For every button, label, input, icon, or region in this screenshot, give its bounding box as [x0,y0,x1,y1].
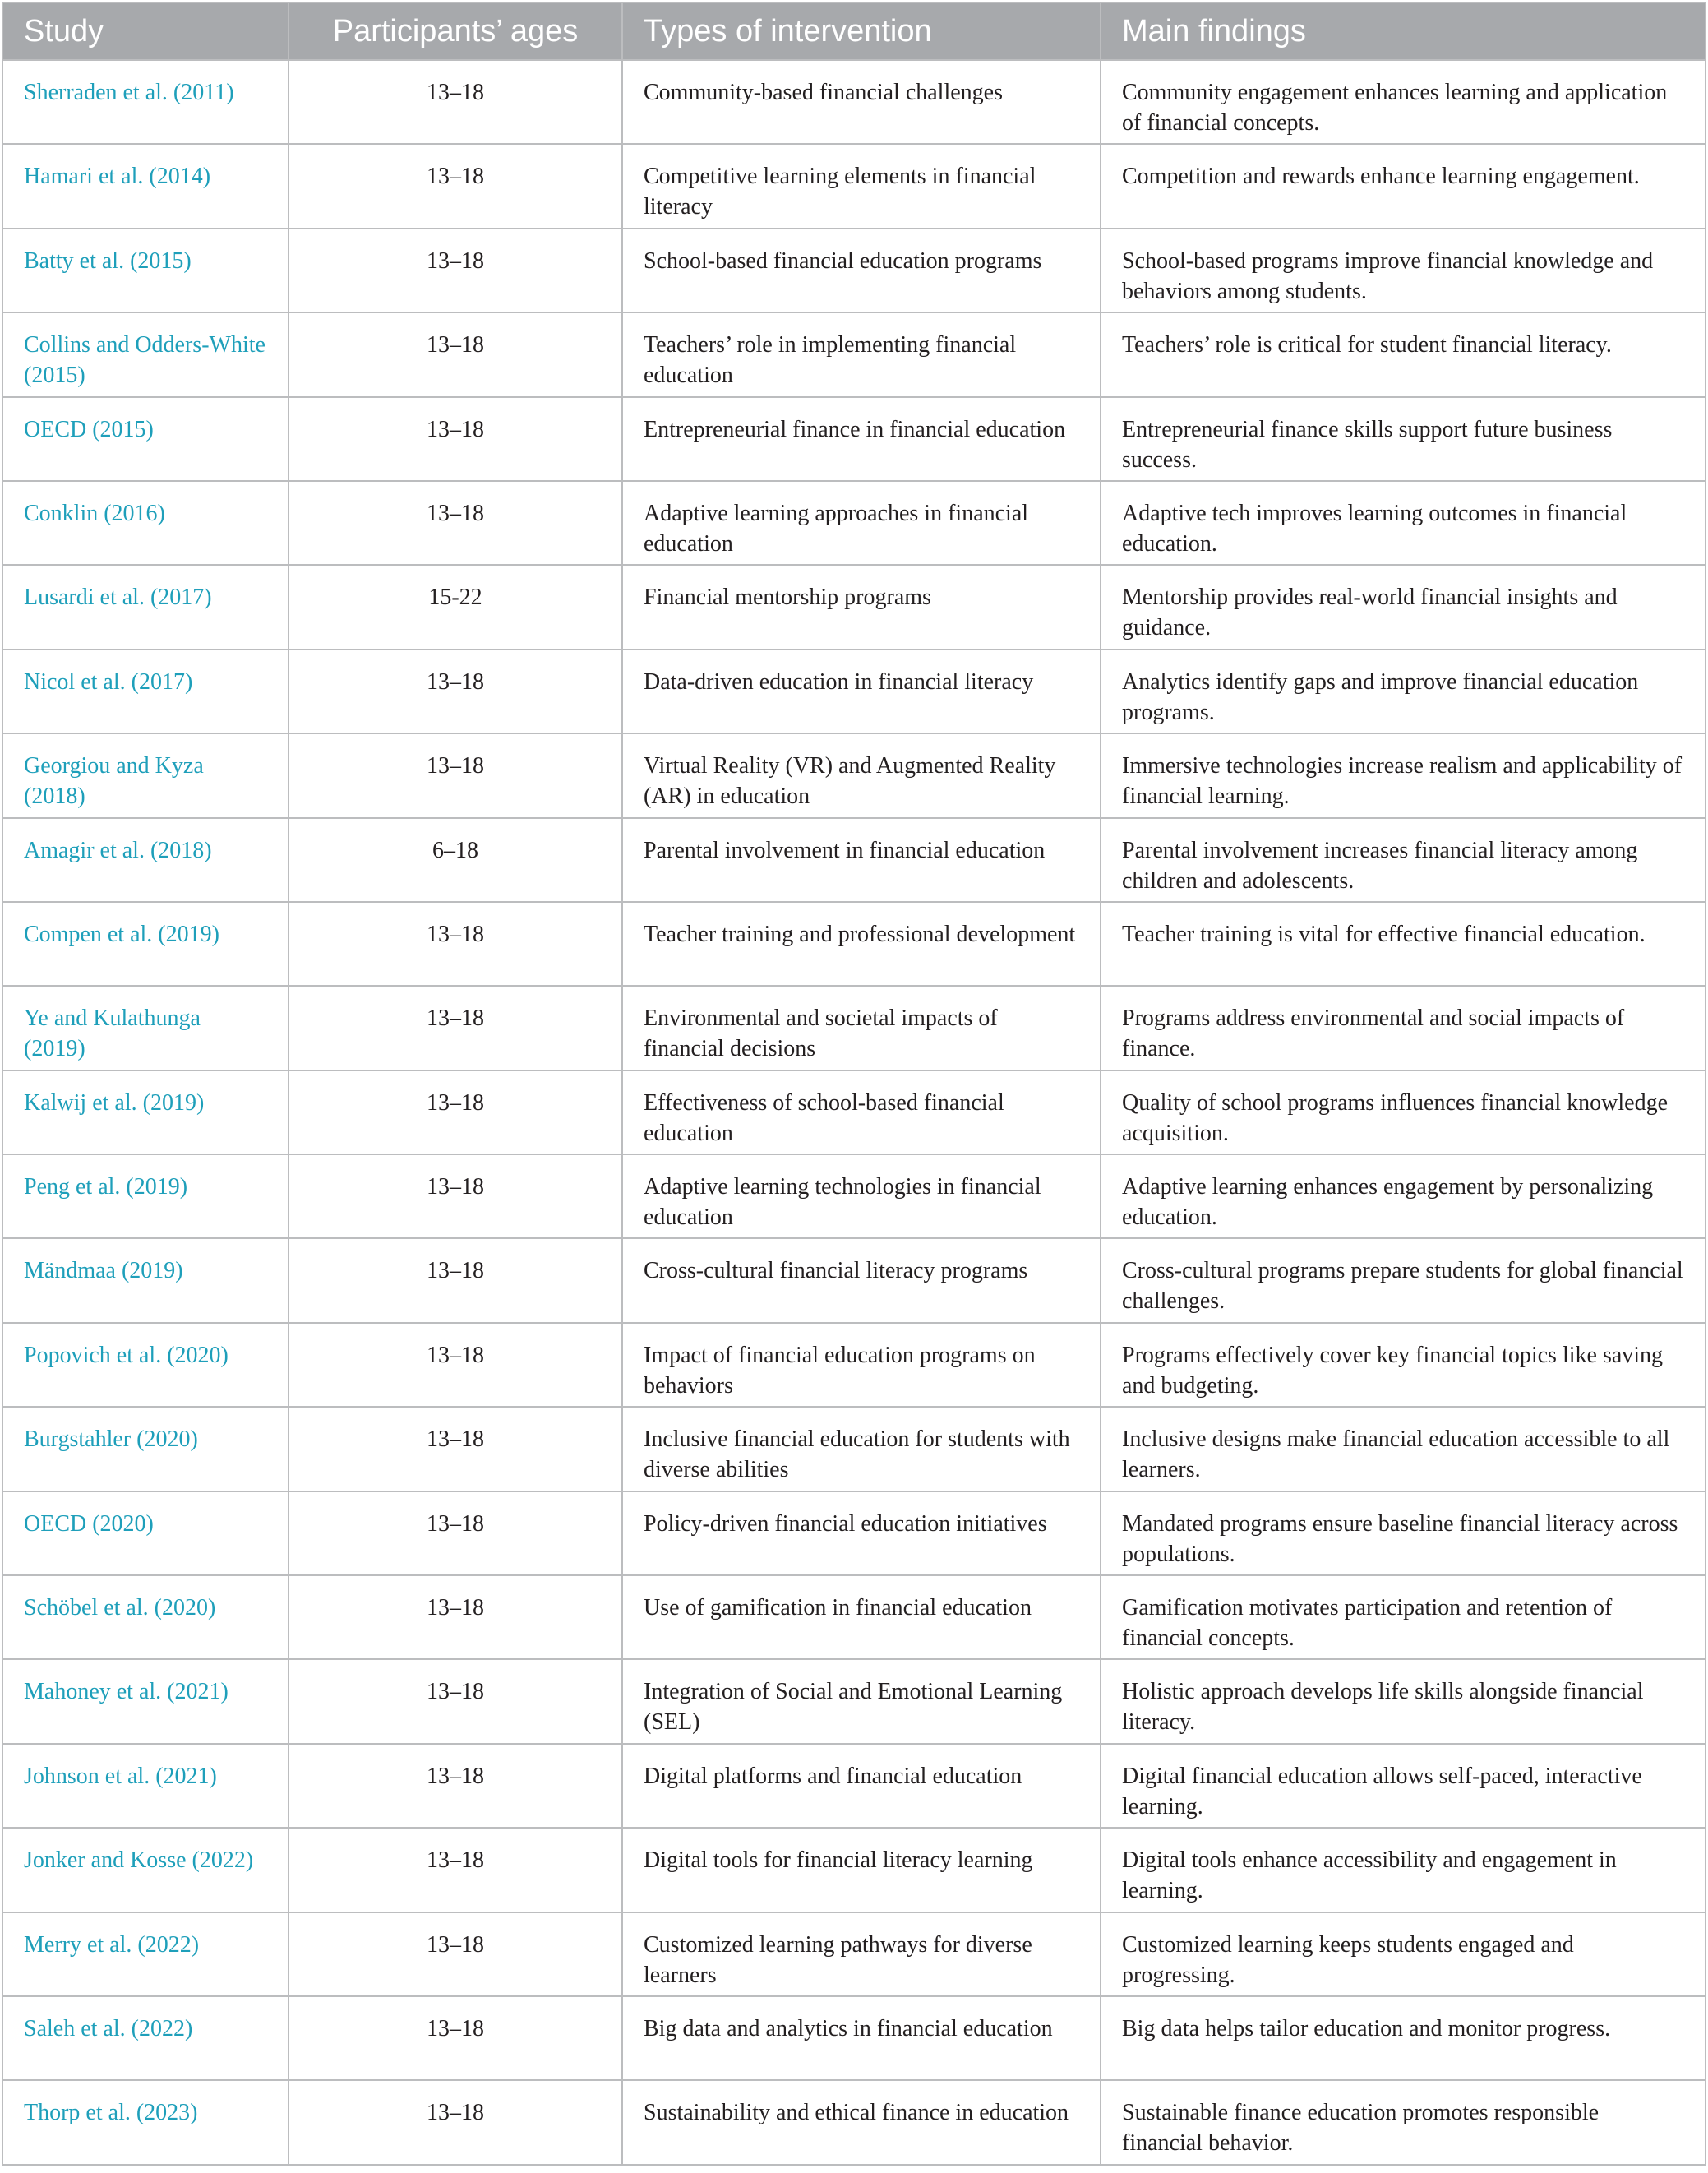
table-row [2,1659,1706,1743]
findings-cell: Teacher training is vital for effective financial education. [1101,902,1706,986]
findings-cell: Inclusive designs make financial education accessible to all learners. [1101,1407,1706,1491]
intervention-cell: Entrepreneurial finance in financial education [622,397,1101,481]
table-row [2,986,1706,1070]
study-cell[interactable]: Johnson et al. (2021) [2,1744,289,1828]
intervention-cell: School-based financial education programs [622,229,1101,312]
findings-cell: Cross-cultural programs prepare students for global financial challenges. [1101,1238,1706,1322]
study-cell[interactable]: Burgstahler (2020) [2,1407,289,1491]
table-row [2,1407,1706,1491]
intervention-cell: Integration of Social and Emotional Learning (SEL) [622,1659,1101,1743]
header-row [2,2,1706,60]
findings-cell: Adaptive learning enhances engagement by personalizing education. [1101,1154,1706,1238]
findings-cell: Analytics identify gaps and improve financial education programs. [1101,650,1706,733]
ages-cell: 13–18 [289,1238,622,1322]
ages-cell: 13–18 [289,481,622,565]
studies-table-container [2,2,1705,2170]
ages-cell: 13–18 [289,733,622,817]
ages-cell: 13–18 [289,144,622,228]
ages-cell: 13–18 [289,1491,622,1575]
intervention-cell: Digital tools for financial literacy learning [622,1828,1101,1912]
studies-table [2,2,1706,2166]
table-row [2,1323,1706,1407]
ages-cell: 13–18 [289,986,622,1070]
ages-cell: 13–18 [289,397,622,481]
intervention-cell: Customized learning pathways for diverse learners [622,1912,1101,1996]
findings-cell: Community engagement enhances learning and application of financial concepts. [1101,60,1706,144]
intervention-cell: Data-driven education in financial literacy [622,650,1101,733]
findings-cell: School-based programs improve financial knowledge and behaviors among students. [1101,229,1706,312]
study-cell[interactable]: Hamari et al. (2014) [2,144,289,228]
ages-cell: 13–18 [289,902,622,986]
findings-cell: Mandated programs ensure baseline financial literacy across populations. [1101,1491,1706,1575]
intervention-cell: Effectiveness of school-based financial education [622,1070,1101,1154]
table-row [2,60,1706,144]
study-cell[interactable]: Collins and Odders-White (2015) [2,312,289,396]
findings-cell: Mentorship provides real-world financial insights and guidance. [1101,565,1706,649]
intervention-cell: Virtual Reality (VR) and Augmented Reality (AR) in education [622,733,1101,817]
table-row [2,397,1706,481]
study-cell[interactable]: Georgiou and Kyza (2018) [2,733,289,817]
ages-cell: 13–18 [289,1070,622,1154]
ages-cell: 15-22 [289,565,622,649]
study-cell[interactable]: Conklin (2016) [2,481,289,565]
ages-cell: 13–18 [289,1744,622,1828]
ages-cell: 6–18 [289,818,622,902]
intervention-cell: Digital platforms and financial education [622,1744,1101,1828]
study-cell[interactable]: Saleh et al. (2022) [2,1996,289,2080]
findings-cell: Digital financial education allows self-paced, interactive learning. [1101,1744,1706,1828]
header-main-findings: Main findings [1101,2,1706,60]
findings-cell: Customized learning keeps students engaged and progressing. [1101,1912,1706,1996]
findings-cell: Quality of school programs influences financial knowledge acquisition. [1101,1070,1706,1154]
table-row [2,229,1706,312]
findings-cell: Big data helps tailor education and monitor progress. [1101,1996,1706,2080]
intervention-cell: Impact of financial education programs on behaviors [622,1323,1101,1407]
ages-cell: 13–18 [289,1407,622,1491]
ages-cell: 13–18 [289,1912,622,1996]
study-cell[interactable]: Jonker and Kosse (2022) [2,1828,289,1912]
findings-cell: Sustainable finance education promotes responsible financial behavior. [1101,2080,1706,2164]
intervention-cell: Inclusive financial education for students with diverse abilities [622,1407,1101,1491]
findings-cell: Teachers’ role is critical for student financial literacy. [1101,312,1706,396]
findings-cell: Adaptive tech improves learning outcomes in financial education. [1101,481,1706,565]
findings-cell: Programs address environmental and social impacts of finance. [1101,986,1706,1070]
intervention-cell: Adaptive learning technologies in financial education [622,1154,1101,1238]
study-cell[interactable]: Popovich et al. (2020) [2,1323,289,1407]
table-row [2,818,1706,902]
intervention-cell: Sustainability and ethical finance in education [622,2080,1101,2164]
study-cell[interactable]: Mahoney et al. (2021) [2,1659,289,1743]
ages-cell: 13–18 [289,650,622,733]
ages-cell: 13–18 [289,1828,622,1912]
study-cell[interactable]: Mändmaa (2019) [2,1238,289,1322]
findings-cell: Holistic approach develops life skills alongside financial literacy. [1101,1659,1706,1743]
study-cell[interactable]: Kalwij et al. (2019) [2,1070,289,1154]
study-cell[interactable]: Schöbel et al. (2020) [2,1575,289,1659]
header-study: Study [2,2,289,60]
ages-cell: 13–18 [289,60,622,144]
findings-cell: Programs effectively cover key financial topics like saving and budgeting. [1101,1323,1706,1407]
ages-cell: 13–18 [289,1659,622,1743]
study-cell[interactable]: Lusardi et al. (2017) [2,565,289,649]
table-row [2,1744,1706,1828]
table-row [2,1154,1706,1238]
table-row [2,1828,1706,1912]
study-cell[interactable]: Thorp et al. (2023) [2,2080,289,2164]
study-cell[interactable]: Nicol et al. (2017) [2,650,289,733]
study-cell[interactable]: Peng et al. (2019) [2,1154,289,1238]
table-row [2,144,1706,228]
findings-cell: Immersive technologies increase realism and applicability of financial learning. [1101,733,1706,817]
header-participants-ages: Participants’ ages [289,2,622,60]
table-row [2,1070,1706,1154]
study-cell[interactable]: OECD (2015) [2,397,289,481]
intervention-cell: Financial mentorship programs [622,565,1101,649]
ages-cell: 13–18 [289,312,622,396]
table-row [2,902,1706,986]
study-cell[interactable]: OECD (2020) [2,1491,289,1575]
intervention-cell: Parental involvement in financial education [622,818,1101,902]
intervention-cell: Use of gamification in financial education [622,1575,1101,1659]
table-row [2,2080,1706,2164]
ages-cell: 13–18 [289,2080,622,2164]
findings-cell: Entrepreneurial finance skills support future business success. [1101,397,1706,481]
table-row [2,733,1706,817]
ages-cell: 13–18 [289,1323,622,1407]
findings-cell: Parental involvement increases financial literacy among children and adolescents. [1101,818,1706,902]
table-row [2,1238,1706,1322]
intervention-cell: Environmental and societal impacts of financial decisions [622,986,1101,1070]
findings-cell: Competition and rewards enhance learning engagement. [1101,144,1706,228]
ages-cell: 13–18 [289,1996,622,2080]
table-row [2,481,1706,565]
ages-cell: 13–18 [289,1154,622,1238]
intervention-cell: Teachers’ role in implementing financial education [622,312,1101,396]
table-row [2,650,1706,733]
header-types-of-intervention: Types of intervention [622,2,1101,60]
ages-cell: 13–18 [289,1575,622,1659]
table-row [2,1996,1706,2080]
table-body [2,60,1706,2165]
table-row [2,1575,1706,1659]
intervention-cell: Competitive learning elements in financial literacy [622,144,1101,228]
findings-cell: Gamification motivates participation and retention of financial concepts. [1101,1575,1706,1659]
study-cell[interactable]: Sherraden et al. (2011) [2,60,289,144]
intervention-cell: Big data and analytics in financial education [622,1996,1101,2080]
findings-cell: Digital tools enhance accessibility and engagement in learning. [1101,1828,1706,1912]
intervention-cell: Adaptive learning approaches in financial education [622,481,1101,565]
study-cell[interactable]: Amagir et al. (2018) [2,818,289,902]
study-cell[interactable]: Merry et al. (2022) [2,1912,289,1996]
table-row [2,1491,1706,1575]
table-header [2,2,1706,60]
table-row [2,565,1706,649]
table-row [2,312,1706,396]
intervention-cell: Community-based financial challenges [622,60,1101,144]
study-cell[interactable]: Batty et al. (2015) [2,229,289,312]
intervention-cell: Policy-driven financial education initiatives [622,1491,1101,1575]
intervention-cell: Cross-cultural financial literacy programs [622,1238,1101,1322]
intervention-cell: Teacher training and professional development [622,902,1101,986]
study-cell[interactable]: Ye and Kulathunga (2019) [2,986,289,1070]
study-cell[interactable]: Compen et al. (2019) [2,902,289,986]
ages-cell: 13–18 [289,229,622,312]
table-row [2,1912,1706,1996]
